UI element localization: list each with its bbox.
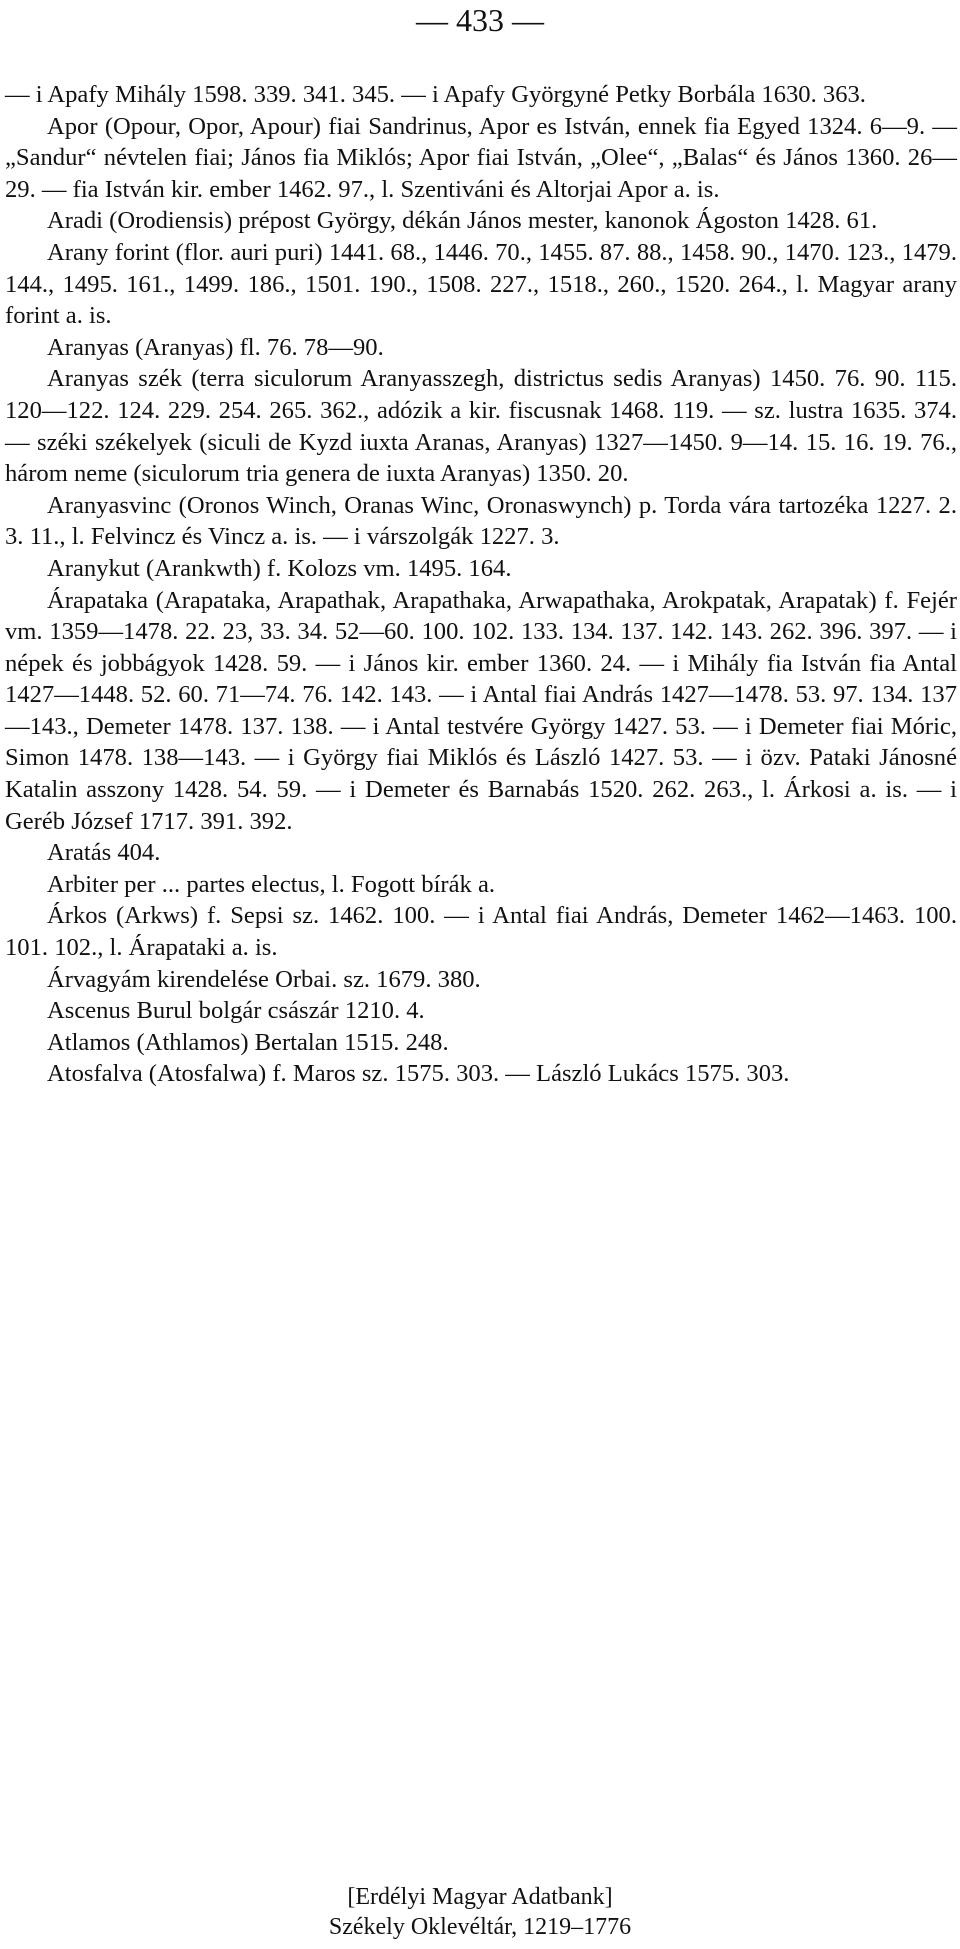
index-entries (5, 79, 957, 1090)
index-entry: — i Apafy Mihály 1598. 339. 341. 345. — i Apafy Györgyné Petky Borbála 1630. 363. (5, 81, 866, 108)
index-entry: Apor (Opour, Opor, Apour) fiai Sandrinus, Apor es István, ennek fia Egyed 1324. 6—9. — „Sandur“ névtelen fiai; János fia Miklós; Apor fiai István, „Olee“, „Balas“ és János 1360. 26—29. — fia István kir. ember 1462. 97., l. Szentiváni és Altorjai Apor a. is. (5, 112, 957, 203)
page-number: — 433 — (416, 2, 544, 38)
index-entry: Aranyasvinc (Oronos Winch, Oranas Winc, Oronaswynch) p. Torda vára tartozéka 1227. 2. 3. 11., l. Felvincz és Vincz a. is. — i várszolgák 1227. 3. (5, 491, 957, 551)
index-entry: Atosfalva (Atosfalwa) f. Maros sz. 1575. 303. — László Lukács 1575. 303. (47, 1060, 790, 1088)
footer-title: Székely Oklevéltár, 1219–1776 (328, 1914, 632, 1940)
index-entry: Árapataka (Arapataka, Arapathak, Arapathaka, Arwapathaka, Arokpatak, Arapatak) f. Fejér vm. 1359—1478. 22. 23, 33. 34. 52—60. 100. 102. 133. 134. 137. 142. 143. 262. 396. 397. — i népek és jobbágyok 1428. 59. — i János kir. ember 1360. 24. — i Mihály fia István fia Antal 1427—1448. 52. 60. 71—74. 76. 142. 143. — i Antal fiai András 1427—1478. 53. 97. 134. 137—143., Demeter 1478. 137. 138. — i Antal testvére György 1427. 53. — i Demeter fiai Móric, Simon 1478. 138—143. — i György fiai Miklós és László 1427. 53. — i özv. Pataki Jánosné Katalin asszony 1428. 54. 59. — i Demeter és Barnabás 1520. 262. 263., l. Árkosi a. is. — i Geréb József 1717. 391. 392. (5, 586, 957, 835)
index-entry: Arbiter per ... partes electus, l. Fogott bírák a. (47, 870, 496, 898)
index-entry: Aradi (Orodiensis) prépost György, dékán János mester, kanonok Ágoston 1428. 61. (47, 207, 878, 235)
footer (0, 1882, 960, 1942)
index-entry: Atlamos (Athlamos) Bertalan 1515. 248. (47, 1028, 449, 1056)
index-entry: Aranykut (Arankwth) f. Kolozs vm. 1495. 164. (47, 554, 512, 582)
index-entry: Aranyas szék (terra siculorum Aranyasszegh, districtus sedis Aranyas) 1450. 76. 90. 115. 120—122. 124. 229. 254. 265. 362., adózik a kir. fiscusnak 1468. 119. — sz. lustra 1635. 374. — széki székelyek (siculi de Kyzd iuxta Aranas, Aranyas) 1327—1450. 9—14. 15. 16. 19. 76., három neme (siculorum tria genera de iuxta Aranyas) 1350. 20. (5, 365, 957, 488)
index-entry: Aratás 404. (47, 839, 161, 867)
index-entry: Ascenus Burul bolgár császár 1210. 4. (47, 997, 425, 1025)
index-entry: Árvagyám kirendelése Orbai. sz. 1679. 380. (47, 965, 481, 993)
index-entry: Arany forint (flor. auri puri) 1441. 68., 1446. 70., 1455. 87. 88., 1458. 90., 1470. 123., 1479. 144., 1495. 161., 1499. 186., 1501. 190., 1508. 227., 1518., 260., 1520. 264., l. Magyar arany forint a. is. (5, 238, 957, 330)
index-entry: Aranyas (Aranyas) fl. 76. 78—90. (47, 333, 384, 361)
index-entry: Árkos (Arkws) f. Sepsi sz. 1462. 100. — i Antal fiai András, Demeter 1462—1463. 100. 101. 102., l. Árapataki a. is. (5, 902, 957, 962)
footer-source: [Erdélyi Magyar Adatbank] (347, 1884, 613, 1910)
